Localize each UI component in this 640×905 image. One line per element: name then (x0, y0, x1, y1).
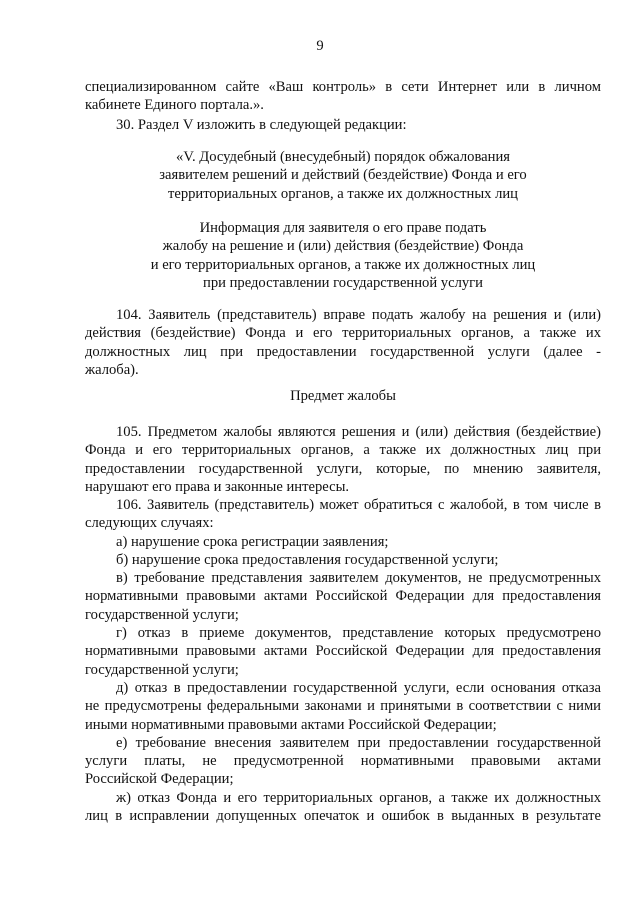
text-line: не предусмотрены федеральными законами и принятыми в соответствии с ними (85, 698, 601, 715)
list-item-e: е) требование внесения заявителем при предоставлении государственной (116, 734, 601, 751)
text-line: Российской Федерации; (85, 771, 234, 788)
list-item-g: г) отказ в приеме документов, представление которых предусмотрено (116, 625, 601, 642)
text-line: действия (бездействие) Фонда и его территориальных органов, а также их (85, 325, 601, 342)
page-number: 9 (316, 38, 324, 54)
text-line: лиц в исправлении допущенных опечаток и ошибок в выданных в результате (85, 808, 601, 825)
list-item-v: в) требование представления заявителем документов, не предусмотренных (116, 570, 601, 587)
heading-line: при предоставлении государственной услуги (203, 274, 483, 291)
list-item-a: а) нарушение срока регистрации заявления; (116, 533, 389, 550)
list-item-d: д) отказ в предоставлении государственной услуги, если основания отказа (116, 679, 601, 696)
text-line: услуги платы, не предусмотренной нормативными правовыми актами (85, 753, 601, 770)
text-line: государственной услуги; (85, 606, 239, 623)
paragraph-continuation (85, 78, 601, 115)
text-line: нормативными правовыми актами Российской Федерации для предоставления (85, 643, 601, 660)
list-item-zh: ж) отказ Фонда и его территориальных органов, а также их должностных (116, 789, 601, 806)
text-line: 105. Предметом жалобы являются решения и (или) действия (бездействие) (116, 424, 601, 440)
heading-line: и его территориальных органов, а также их должностных лиц (150, 256, 536, 273)
text-line: Фонда и его территориальных органов, а также их должностных лиц при (85, 442, 601, 459)
text-line: иными нормативными правовыми актами Российской Федерации; (85, 716, 497, 733)
heading-line: Предмет жалобы (290, 388, 396, 404)
heading-line: «V. Досудебный (внесудебный) порядок обжалования (176, 149, 510, 165)
text-line: предоставлении государственной услуги, которые, по мнению заявителя, (85, 460, 601, 477)
paragraph-105 (85, 423, 601, 496)
heading-line: заявителем решений и действий (бездействие) Фонда и его (159, 167, 527, 184)
text-line: 104. Заявитель (представитель) вправе подать жалобу на решения и (или) (116, 307, 601, 323)
heading-line: Информация для заявителя о его праве подать (199, 220, 487, 236)
subsection-heading (85, 219, 601, 292)
text-line: нормативными правовыми актами Российской Федерации для предоставления (85, 588, 601, 605)
list-item-b: б) нарушение срока предоставления государственной услуги; (116, 551, 499, 568)
text-line: нарушают его права и законные интересы. (85, 478, 350, 495)
heading-line: территориальных органов, а также их должностных лиц (167, 185, 518, 202)
paragraph-104 (85, 306, 601, 379)
heading-line: жалобу на решение и (или) действия (бездействие) Фонда (162, 238, 524, 255)
paragraph-30 (85, 116, 601, 134)
text-line: 106. Заявитель (представитель) может обратиться с жалобой, в том числе в (116, 497, 601, 513)
text-line: должностных лиц при предоставлении государственной услуги (далее - (85, 343, 601, 360)
text-line: жалоба). (85, 361, 139, 378)
paragraph-106 (85, 496, 601, 825)
subject-heading (85, 387, 601, 405)
text-line: государственной услуги; (85, 661, 239, 678)
text-line: специализированном сайте «Ваш контроль» в сети Интернет или в личном (85, 79, 601, 95)
section-heading (85, 148, 601, 203)
text-line: следующих случаях: (85, 515, 214, 532)
text-line: кабинете Единого портала.». (85, 97, 264, 114)
text-line: 30. Раздел V изложить в следующей редакции: (116, 117, 407, 133)
